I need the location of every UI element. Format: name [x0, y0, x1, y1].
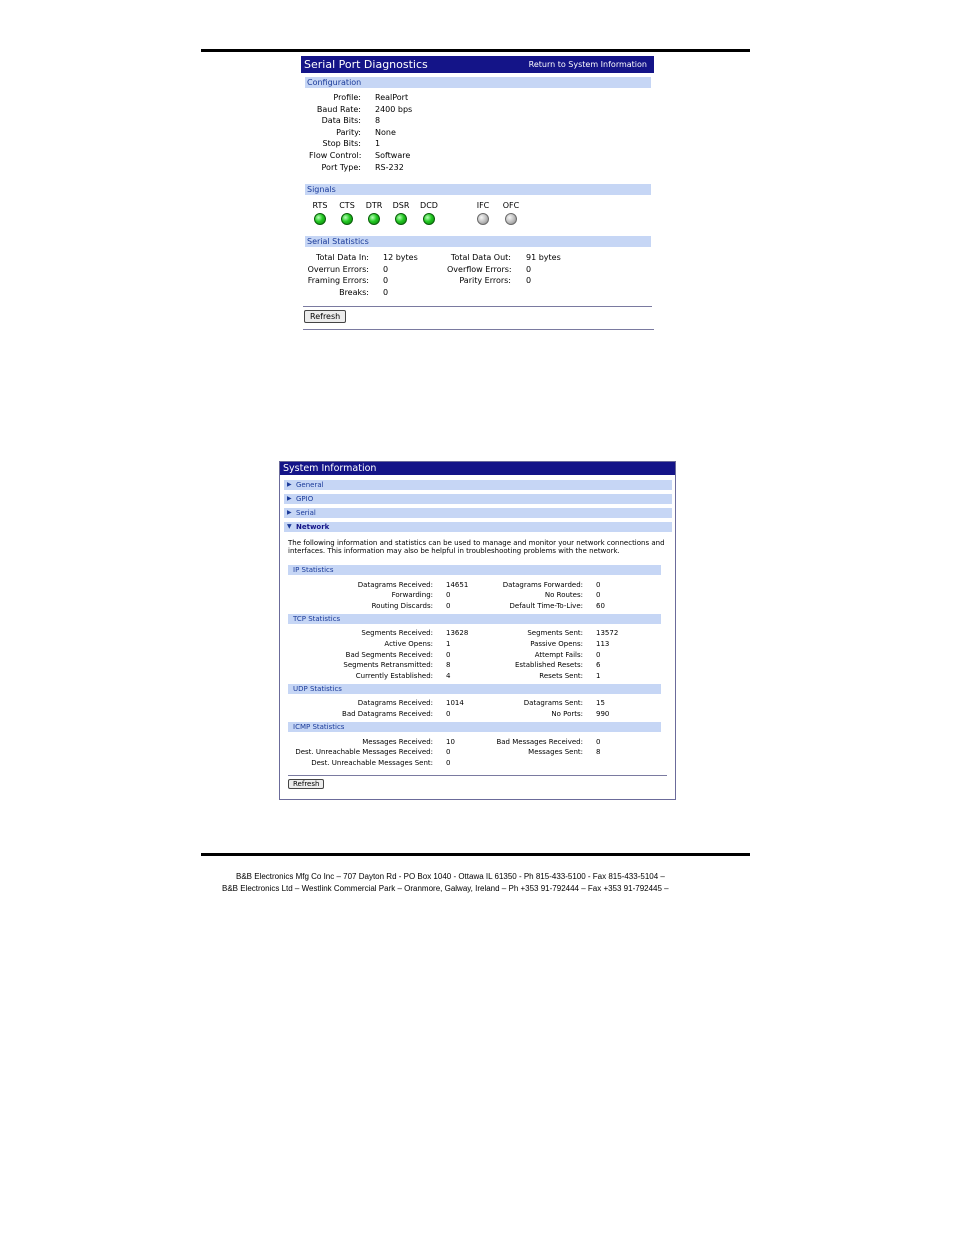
- config-row: [309, 151, 410, 160]
- network-stat-row: [280, 710, 675, 720]
- stat-value: 0: [446, 709, 451, 718]
- stat-label: Default Time-To-Live:: [509, 601, 583, 610]
- refresh-button[interactable]: Refresh: [304, 310, 346, 323]
- network-stat-row: [280, 602, 675, 612]
- signal-label: DSR: [392, 201, 410, 210]
- stat-label: No Ports:: [551, 709, 583, 718]
- signal-cts: [333, 201, 361, 225]
- accordion-item-network[interactable]: [284, 522, 672, 532]
- stat-value: 14651: [446, 580, 469, 589]
- stat-row: [447, 253, 561, 262]
- config-row: [309, 163, 404, 172]
- network-stat-row: [280, 640, 675, 650]
- stat-label: Resets Sent:: [539, 671, 583, 680]
- config-value: 2400 bps: [375, 104, 413, 114]
- config-label: Profile:: [333, 93, 361, 102]
- stat-row: [307, 253, 418, 262]
- accordion-label: General: [296, 481, 324, 489]
- footer-line-ireland: B&B Electronics Ltd – Westlink Commercial Park – Oranmore, Galway, Ireland – Ph +353 91-792444 – Fax +353 91-792445 –: [222, 884, 669, 893]
- config-value: None: [375, 127, 396, 137]
- stat-value: 0: [596, 737, 601, 746]
- network-stat-row: [280, 591, 675, 601]
- network-section-header: [288, 565, 661, 575]
- network-stat-row: [280, 738, 675, 748]
- network-stat-row: [280, 672, 675, 682]
- system-information-panel: [279, 461, 676, 800]
- stat-label: Bad Messages Received:: [496, 737, 583, 746]
- signal-label: DCD: [420, 201, 438, 210]
- stat-label: Dest. Unreachable Messages Received:: [295, 748, 433, 757]
- network-section-heading: IP Statistics: [293, 566, 334, 574]
- accordion-label: Serial: [296, 509, 316, 517]
- accordion-item-serial[interactable]: [284, 508, 672, 518]
- signal-led-icon: [423, 213, 435, 225]
- configuration-header: [305, 77, 651, 88]
- network-section-heading: TCP Statistics: [293, 614, 341, 623]
- signal-label: RTS: [312, 201, 328, 210]
- accordion-item-gpio[interactable]: [284, 494, 672, 504]
- network-intro-text: [288, 539, 670, 555]
- divider: [303, 329, 654, 330]
- stat-value: 113: [596, 639, 610, 648]
- stat-value: 0: [446, 591, 451, 600]
- stat-row: [447, 265, 531, 274]
- signals-header: [305, 184, 651, 195]
- stat-label: Overrun Errors:: [307, 264, 369, 274]
- stat-row: [307, 276, 388, 285]
- config-value: RealPort: [375, 93, 409, 102]
- stat-value: 6: [596, 661, 601, 670]
- network-stat-row: [280, 581, 675, 591]
- caret-down-icon: ▼: [287, 523, 292, 530]
- stat-value: 0: [383, 276, 389, 286]
- signal-led-icon: [477, 213, 489, 225]
- signal-label: CTS: [339, 201, 355, 210]
- stat-label: Active Opens:: [384, 639, 433, 648]
- stat-label: Segments Sent:: [527, 629, 583, 638]
- config-row: [309, 105, 412, 114]
- config-row: [309, 93, 408, 102]
- network-stat-row: [280, 748, 675, 758]
- config-row: [309, 139, 380, 148]
- network-stat-row: [280, 699, 675, 709]
- caret-right-icon: ▶: [287, 495, 292, 502]
- signal-label: OFC: [502, 201, 520, 210]
- serial-port-diagnostics-panel: [301, 56, 654, 330]
- stat-value: 0: [596, 580, 601, 589]
- signal-label: IFC: [476, 201, 490, 210]
- config-value: RS-232: [375, 162, 404, 172]
- config-row: [309, 116, 380, 125]
- signal-dsr: [387, 201, 415, 225]
- stat-label: Datagrams Forwarded:: [502, 580, 583, 589]
- config-label: Data Bits:: [321, 116, 361, 126]
- stat-value: 0: [383, 287, 389, 297]
- stat-value: 8: [446, 661, 451, 670]
- stat-row: [307, 288, 388, 297]
- signals-heading: Signals: [307, 185, 336, 194]
- network-stat-row: [280, 651, 675, 661]
- stat-value: 15: [596, 699, 605, 708]
- config-label: Flow Control:: [309, 151, 362, 160]
- config-value: 1: [375, 139, 381, 149]
- stat-label: Forwarding:: [391, 591, 433, 600]
- configuration-heading: Configuration: [307, 78, 362, 87]
- signal-dtr: [360, 201, 388, 225]
- stat-label: Framing Errors:: [307, 276, 369, 286]
- stat-value: 10: [446, 737, 455, 746]
- stat-row: [447, 276, 531, 285]
- stat-label: Currently Established:: [355, 671, 433, 680]
- config-value: 8: [375, 116, 381, 126]
- stat-label: Routing Discards:: [371, 601, 433, 610]
- network-section-header: [288, 614, 661, 624]
- signal-label: DTR: [365, 201, 383, 210]
- stat-label: Datagrams Received:: [357, 580, 433, 589]
- stat-label: Segments Received:: [361, 629, 433, 638]
- stat-value: 990: [596, 709, 610, 718]
- network-section-header: [288, 722, 661, 732]
- stat-label: Parity Errors:: [459, 276, 511, 286]
- stat-label: Segments Retransmitted:: [343, 661, 433, 670]
- stat-label: Attempt Fails:: [534, 650, 583, 659]
- stat-value: 1: [596, 671, 601, 680]
- divider: [288, 775, 667, 776]
- stat-value: 0: [383, 264, 389, 274]
- signal-led-icon: [314, 213, 326, 225]
- stat-value: 0: [596, 650, 601, 659]
- stat-value: 1014: [446, 699, 464, 708]
- stat-value: 0: [446, 601, 451, 610]
- stat-label: Dest. Unreachable Messages Sent:: [311, 758, 433, 767]
- network-section-header: [288, 684, 661, 694]
- stat-value: 1: [446, 639, 451, 648]
- signal-ofc: [497, 201, 525, 225]
- network-stat-row: [280, 661, 675, 671]
- stat-label: Bad Segments Received:: [345, 650, 433, 659]
- stat-label: Total Data In:: [316, 253, 369, 262]
- stat-value: 13628: [446, 629, 469, 638]
- stat-label: Overflow Errors:: [447, 264, 512, 274]
- intro-line: The following information and statistics can be used to manage and monitor your network connections and: [288, 539, 665, 547]
- stat-value: 0: [526, 264, 532, 274]
- accordion-label: Network: [296, 523, 330, 531]
- caret-right-icon: ▶: [287, 509, 292, 516]
- serial-statistics-header: [305, 236, 651, 247]
- stat-label: Bad Datagrams Received:: [342, 709, 433, 718]
- top-rule: [201, 49, 750, 52]
- stat-label: Breaks:: [339, 287, 369, 297]
- stat-value: 13572: [596, 629, 619, 638]
- config-value: Software: [375, 151, 411, 160]
- footer-line-us: B&B Electronics Mfg Co Inc – 707 Dayton Rd - PO Box 1040 - Ottawa IL 61350 - Ph 815-433-5100 - Fax 815-433-5104 –: [236, 872, 665, 881]
- stat-label: Messages Received:: [362, 737, 433, 746]
- stat-value: 0: [446, 650, 451, 659]
- signal-led-icon: [368, 213, 380, 225]
- stat-value: 0: [446, 748, 451, 757]
- config-label: Baud Rate:: [316, 104, 361, 114]
- signal-dcd: [415, 201, 443, 225]
- stat-value: 91 bytes: [526, 253, 561, 262]
- stat-label: Datagrams Received:: [357, 699, 433, 708]
- stat-label: Messages Sent:: [528, 748, 583, 757]
- stat-value: 12 bytes: [383, 253, 418, 262]
- bottom-rule: [201, 853, 750, 856]
- network-section-heading: UDP Statistics: [293, 684, 342, 693]
- signal-led-icon: [341, 213, 353, 225]
- stat-row: [307, 265, 388, 274]
- return-to-system-information-link[interactable]: Return to System Information: [528, 60, 647, 69]
- serial-statistics-heading: Serial Statistics: [307, 237, 369, 246]
- stat-value: 60: [596, 601, 605, 610]
- stat-value: 8: [596, 748, 601, 757]
- stat-label: Passive Opens:: [530, 639, 583, 648]
- system-info-title-bar: [280, 462, 675, 475]
- stat-value: 0: [526, 276, 532, 286]
- serial-diag-title-bar: [301, 56, 654, 73]
- stat-label: Total Data Out:: [450, 253, 511, 262]
- accordion-item-general[interactable]: [284, 480, 672, 490]
- stat-label: Established Resets:: [514, 661, 583, 670]
- stat-value: 0: [446, 758, 451, 767]
- divider: [303, 306, 652, 307]
- system-info-title: System Information: [283, 463, 377, 474]
- stat-value: 4: [446, 671, 451, 680]
- serial-diag-title: Serial Port Diagnostics: [304, 58, 428, 71]
- signal-ifc: [469, 201, 497, 225]
- signal-rts: [306, 201, 334, 225]
- stat-label: Datagrams Sent:: [523, 699, 583, 708]
- network-section-heading: ICMP Statistics: [293, 723, 345, 731]
- network-stat-row: [280, 759, 675, 769]
- network-stat-row: [280, 629, 675, 639]
- config-row: [309, 128, 396, 137]
- stat-value: 0: [596, 591, 601, 600]
- accordion-label: GPIO: [296, 495, 314, 503]
- stat-label: No Routes:: [544, 591, 583, 600]
- refresh-button[interactable]: Refresh: [288, 779, 324, 789]
- caret-right-icon: ▶: [287, 481, 292, 488]
- signal-led-icon: [395, 213, 407, 225]
- config-label: Parity:: [336, 127, 361, 137]
- config-label: Stop Bits:: [322, 139, 361, 149]
- config-label: Port Type:: [321, 162, 361, 172]
- signal-led-icon: [505, 213, 517, 225]
- intro-line: interfaces. This information may also be helpful in troubleshooting problems with the network.: [288, 547, 620, 555]
